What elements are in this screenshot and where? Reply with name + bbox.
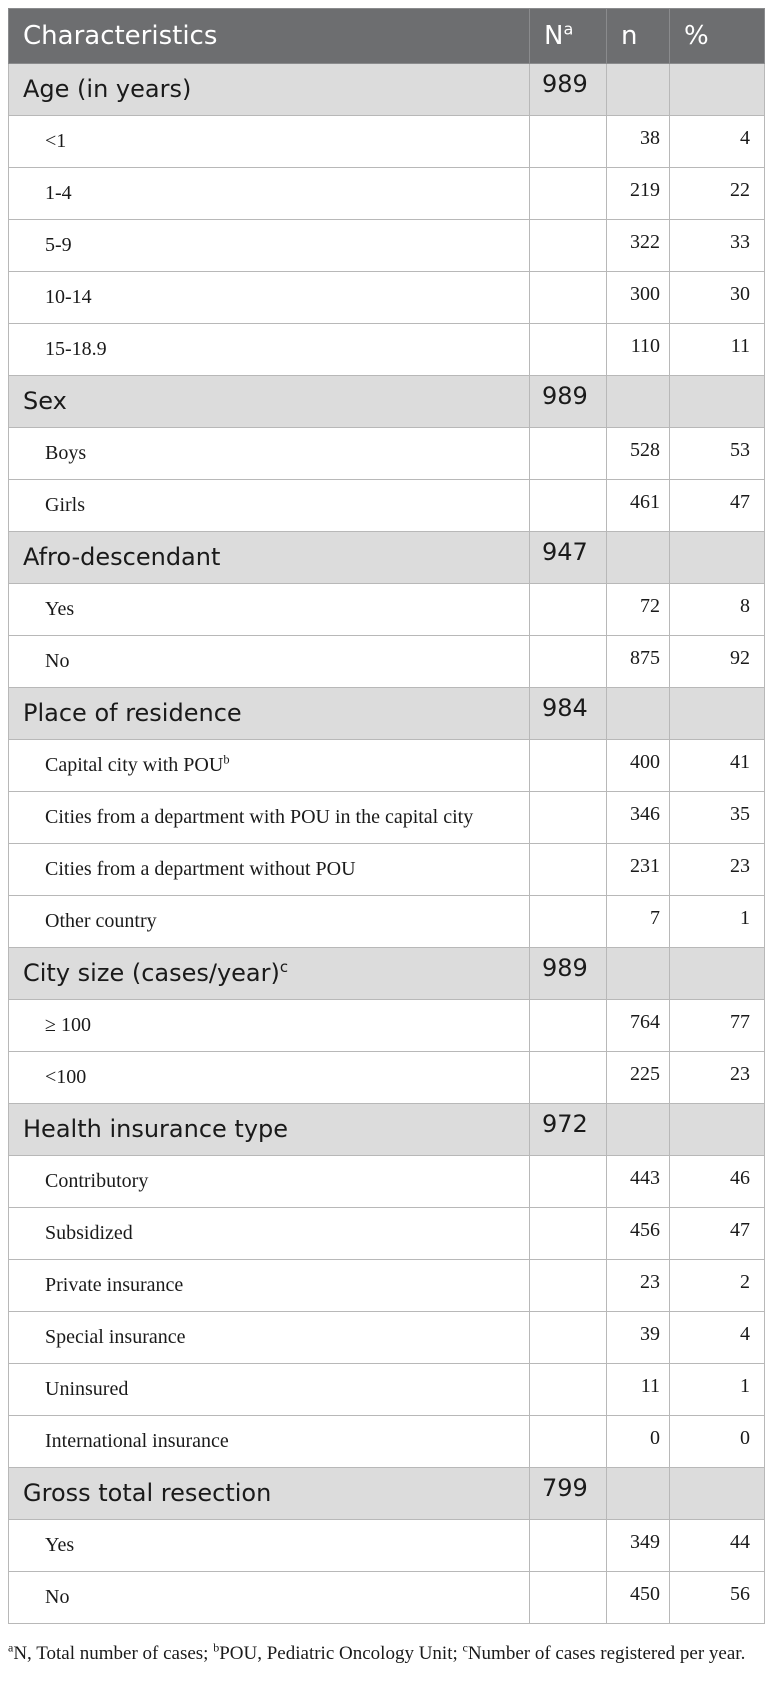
table-row xyxy=(9,740,765,792)
category-row xyxy=(9,64,765,116)
row-label: 15-18.9 xyxy=(9,324,530,376)
category-row xyxy=(9,376,765,428)
category-total-N: 799 xyxy=(530,1468,607,1520)
table-row xyxy=(9,324,765,376)
category-row xyxy=(9,1104,765,1156)
row-percent-value: 77 xyxy=(670,1000,765,1052)
row-n-value: 461 xyxy=(607,480,670,532)
table-row xyxy=(9,1364,765,1416)
header-n: n xyxy=(607,9,670,64)
category-n-empty xyxy=(607,64,670,116)
table-body xyxy=(9,64,765,1624)
table-row xyxy=(9,1156,765,1208)
row-n-value: 322 xyxy=(607,220,670,272)
category-label: Sex xyxy=(9,376,530,428)
row-N-empty xyxy=(530,1156,607,1208)
row-percent-value: 4 xyxy=(670,116,765,168)
row-n-value: 456 xyxy=(607,1208,670,1260)
row-N-empty xyxy=(530,1416,607,1468)
row-percent-value: 56 xyxy=(670,1572,765,1624)
table-row xyxy=(9,1000,765,1052)
row-N-empty xyxy=(530,1208,607,1260)
row-percent-value: 35 xyxy=(670,792,765,844)
category-pct-empty xyxy=(670,532,765,584)
row-percent-value: 46 xyxy=(670,1156,765,1208)
table-header xyxy=(9,9,765,64)
row-label: <1 xyxy=(9,116,530,168)
table-footnote: $^a$N, Total number of cases; $^b$POU, Pediatric Oncology Unit; $^c$Number of cases registered per year. xyxy=(8,1640,746,1664)
table-row xyxy=(9,428,765,480)
category-pct-empty xyxy=(670,948,765,1000)
row-percent-value: 23 xyxy=(670,1052,765,1104)
row-label: Cities from a department without POU xyxy=(9,844,530,896)
category-n-empty xyxy=(607,532,670,584)
data-table-container xyxy=(8,8,764,1624)
row-n-value: 225 xyxy=(607,1052,670,1104)
row-N-empty xyxy=(530,168,607,220)
table-row xyxy=(9,636,765,688)
row-percent-value: 4 xyxy=(670,1312,765,1364)
row-percent-value: 47 xyxy=(670,1208,765,1260)
category-total-N: 947 xyxy=(530,532,607,584)
row-label: Boys xyxy=(9,428,530,480)
row-N-empty xyxy=(530,220,607,272)
row-n-value: 450 xyxy=(607,1572,670,1624)
category-total-N: 972 xyxy=(530,1104,607,1156)
category-label: Age (in years) xyxy=(9,64,530,116)
row-percent-value: 22 xyxy=(670,168,765,220)
row-n-value: 875 xyxy=(607,636,670,688)
row-n-value: 764 xyxy=(607,1000,670,1052)
row-N-empty xyxy=(530,584,607,636)
table-row xyxy=(9,844,765,896)
table-row xyxy=(9,1520,765,1572)
row-N-empty xyxy=(530,116,607,168)
row-label: Contributory xyxy=(9,1156,530,1208)
row-n-value: 443 xyxy=(607,1156,670,1208)
category-total-N: 984 xyxy=(530,688,607,740)
row-label: 1-4 xyxy=(9,168,530,220)
row-percent-value: 47 xyxy=(670,480,765,532)
row-N-empty xyxy=(530,1364,607,1416)
category-row xyxy=(9,688,765,740)
row-N-empty xyxy=(530,1260,607,1312)
row-label: Private insurance xyxy=(9,1260,530,1312)
row-N-empty xyxy=(530,740,607,792)
table-row xyxy=(9,896,765,948)
row-label: 10-14 xyxy=(9,272,530,324)
row-N-empty xyxy=(530,896,607,948)
category-n-empty xyxy=(607,1104,670,1156)
row-n-value: 7 xyxy=(607,896,670,948)
row-n-value: 72 xyxy=(607,584,670,636)
row-label: No xyxy=(9,636,530,688)
category-label: Place of residence xyxy=(9,688,530,740)
category-label: Gross total resection xyxy=(9,1468,530,1520)
category-total-N: 989 xyxy=(530,64,607,116)
category-label: City size (cases/year)$^c$ xyxy=(9,948,530,1000)
header-N: $N^a$ xyxy=(530,9,607,64)
category-n-empty xyxy=(607,376,670,428)
characteristics-table xyxy=(8,8,765,1624)
table-row xyxy=(9,792,765,844)
row-label: Uninsured xyxy=(9,1364,530,1416)
row-N-empty xyxy=(530,792,607,844)
row-label: <100 xyxy=(9,1052,530,1104)
row-N-empty xyxy=(530,1000,607,1052)
row-percent-value: 23 xyxy=(670,844,765,896)
header-characteristics: Characteristics xyxy=(9,9,530,64)
table-row xyxy=(9,1260,765,1312)
row-n-value: 231 xyxy=(607,844,670,896)
category-pct-empty xyxy=(670,64,765,116)
row-N-empty xyxy=(530,272,607,324)
row-n-value: 346 xyxy=(607,792,670,844)
category-n-empty xyxy=(607,948,670,1000)
category-pct-empty xyxy=(670,376,765,428)
row-percent-value: 41 xyxy=(670,740,765,792)
row-N-empty xyxy=(530,428,607,480)
row-n-value: 38 xyxy=(607,116,670,168)
row-N-empty xyxy=(530,1052,607,1104)
row-N-empty xyxy=(530,1572,607,1624)
row-percent-value: 30 xyxy=(670,272,765,324)
category-n-empty xyxy=(607,688,670,740)
category-row xyxy=(9,1468,765,1520)
row-percent-value: 53 xyxy=(670,428,765,480)
row-n-value: 349 xyxy=(607,1520,670,1572)
row-percent-value: 0 xyxy=(670,1416,765,1468)
table-row xyxy=(9,220,765,272)
table-row xyxy=(9,272,765,324)
category-row xyxy=(9,948,765,1000)
row-n-value: 23 xyxy=(607,1260,670,1312)
category-n-empty xyxy=(607,1468,670,1520)
row-N-empty xyxy=(530,1312,607,1364)
row-percent-value: 1 xyxy=(670,896,765,948)
category-pct-empty xyxy=(670,1104,765,1156)
row-n-value: 110 xyxy=(607,324,670,376)
row-N-empty xyxy=(530,844,607,896)
row-label: ≥ 100 xyxy=(9,1000,530,1052)
table-row xyxy=(9,480,765,532)
header-percent: % xyxy=(670,9,765,64)
table-row xyxy=(9,584,765,636)
row-label: Special insurance xyxy=(9,1312,530,1364)
row-label: International insurance xyxy=(9,1416,530,1468)
row-percent-value: 1 xyxy=(670,1364,765,1416)
row-N-empty xyxy=(530,480,607,532)
row-n-value: 219 xyxy=(607,168,670,220)
table-row xyxy=(9,168,765,220)
category-label: Health insurance type xyxy=(9,1104,530,1156)
row-percent-value: 2 xyxy=(670,1260,765,1312)
row-n-value: 400 xyxy=(607,740,670,792)
row-n-value: 528 xyxy=(607,428,670,480)
row-percent-value: 11 xyxy=(670,324,765,376)
category-pct-empty xyxy=(670,1468,765,1520)
header-row xyxy=(9,9,765,64)
row-label: Yes xyxy=(9,1520,530,1572)
row-n-value: 39 xyxy=(607,1312,670,1364)
table-row xyxy=(9,1208,765,1260)
category-pct-empty xyxy=(670,688,765,740)
category-total-N: 989 xyxy=(530,376,607,428)
row-percent-value: 92 xyxy=(670,636,765,688)
table-row xyxy=(9,1416,765,1468)
row-N-empty xyxy=(530,324,607,376)
row-label: Capital city with POU$^b$ xyxy=(9,740,530,792)
row-N-empty xyxy=(530,636,607,688)
row-label: Cities from a department with POU in the capital city xyxy=(9,792,530,844)
category-row xyxy=(9,532,765,584)
row-label: Girls xyxy=(9,480,530,532)
row-N-empty xyxy=(530,1520,607,1572)
table-row xyxy=(9,1312,765,1364)
table-row xyxy=(9,116,765,168)
category-total-N: 989 xyxy=(530,948,607,1000)
row-label: Subsidized xyxy=(9,1208,530,1260)
table-row xyxy=(9,1572,765,1624)
row-label: Other country xyxy=(9,896,530,948)
row-label: No xyxy=(9,1572,530,1624)
row-n-value: 11 xyxy=(607,1364,670,1416)
table-row xyxy=(9,1052,765,1104)
row-n-value: 0 xyxy=(607,1416,670,1468)
category-label: Afro-descendant xyxy=(9,532,530,584)
row-percent-value: 8 xyxy=(670,584,765,636)
row-percent-value: 44 xyxy=(670,1520,765,1572)
row-label: 5-9 xyxy=(9,220,530,272)
row-percent-value: 33 xyxy=(670,220,765,272)
row-n-value: 300 xyxy=(607,272,670,324)
row-label: Yes xyxy=(9,584,530,636)
